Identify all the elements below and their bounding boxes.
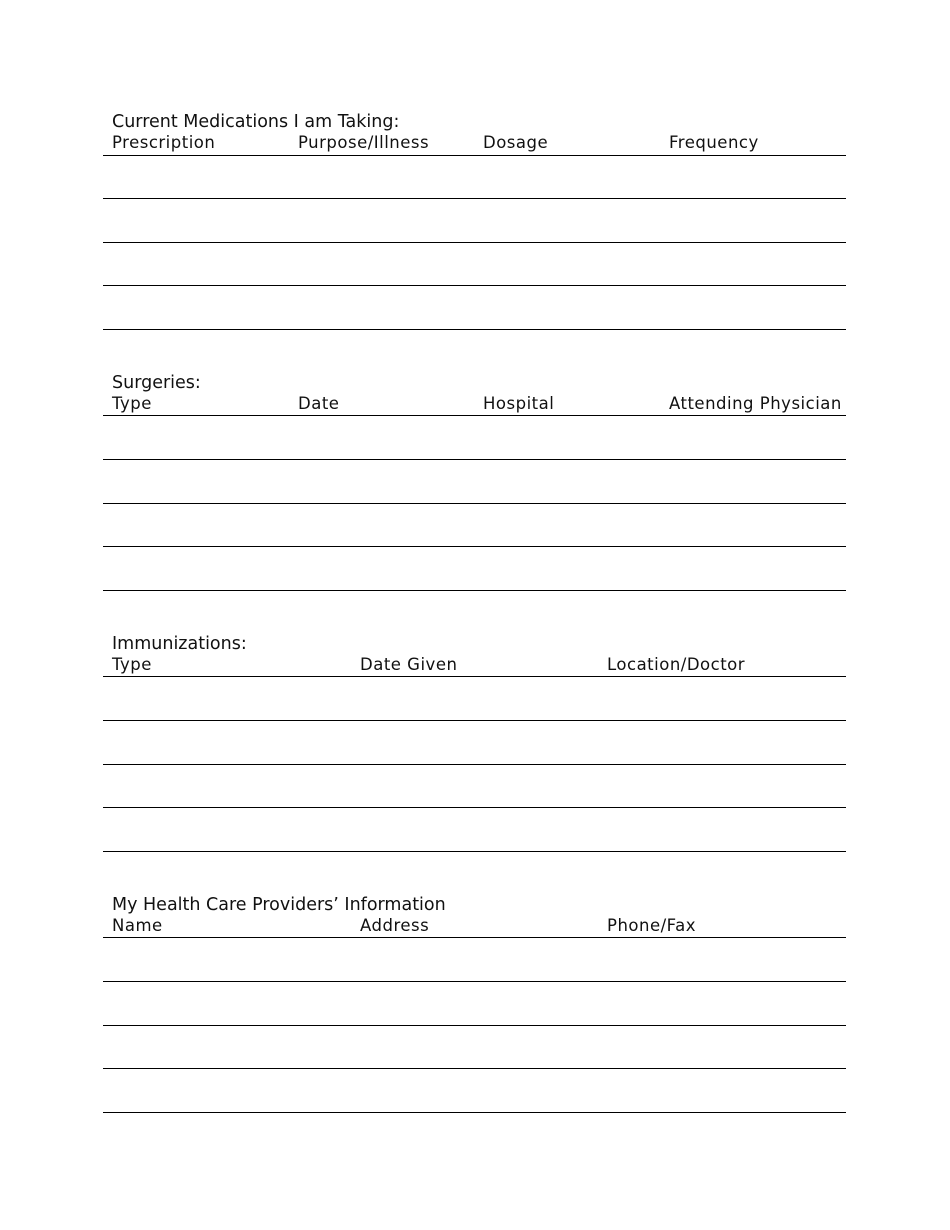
entry-line: [103, 1112, 846, 1113]
header-frequency: Frequency: [669, 133, 759, 152]
provider-entry-row[interactable]: [103, 1069, 846, 1112]
header-attending-physician: Attending Physician: [669, 394, 842, 413]
medications-section: [103, 112, 846, 332]
medication-entry-row[interactable]: [103, 199, 846, 242]
surgery-entry-row[interactable]: [103, 460, 846, 503]
header-prescription: Prescription: [112, 133, 216, 152]
medication-entry-row[interactable]: [103, 156, 846, 199]
immunization-entry-row[interactable]: [103, 677, 846, 720]
provider-entry-row[interactable]: [103, 982, 846, 1025]
entry-line: [103, 851, 846, 852]
immunizations-section: [103, 634, 846, 854]
surgery-entry-row[interactable]: [103, 547, 846, 590]
header-date-given: Date Given: [360, 655, 458, 674]
immunization-entry-row[interactable]: [103, 765, 846, 808]
immunization-entry-row[interactable]: [103, 721, 846, 764]
header-name: Name: [112, 916, 163, 935]
medication-entry-row[interactable]: [103, 286, 846, 329]
header-dosage: Dosage: [483, 133, 549, 152]
provider-entry-row[interactable]: [103, 938, 846, 981]
header-hospital: Hospital: [483, 394, 555, 413]
header-location-doctor: Location/Doctor: [607, 655, 746, 674]
providers-section: [103, 895, 846, 1115]
header-type: Type: [112, 394, 152, 413]
header-date: Date: [298, 394, 340, 413]
immunizations-title: Immunizations:: [112, 634, 247, 654]
immunization-entry-row[interactable]: [103, 808, 846, 851]
entry-line: [103, 590, 846, 591]
medication-entry-row[interactable]: [103, 243, 846, 286]
header-type: Type: [112, 655, 152, 674]
header-purpose-illness: Purpose/Illness: [298, 133, 430, 152]
header-address: Address: [360, 916, 430, 935]
surgeries-section: [103, 373, 846, 593]
surgery-entry-row[interactable]: [103, 504, 846, 547]
entry-line: [103, 329, 846, 330]
header-phone-fax: Phone/Fax: [607, 916, 697, 935]
surgeries-title: Surgeries:: [112, 373, 201, 393]
medications-title: Current Medications I am Taking:: [112, 112, 400, 132]
provider-entry-row[interactable]: [103, 1026, 846, 1069]
surgery-entry-row[interactable]: [103, 416, 846, 459]
providers-title: My Health Care Providers’ Information: [112, 895, 446, 915]
